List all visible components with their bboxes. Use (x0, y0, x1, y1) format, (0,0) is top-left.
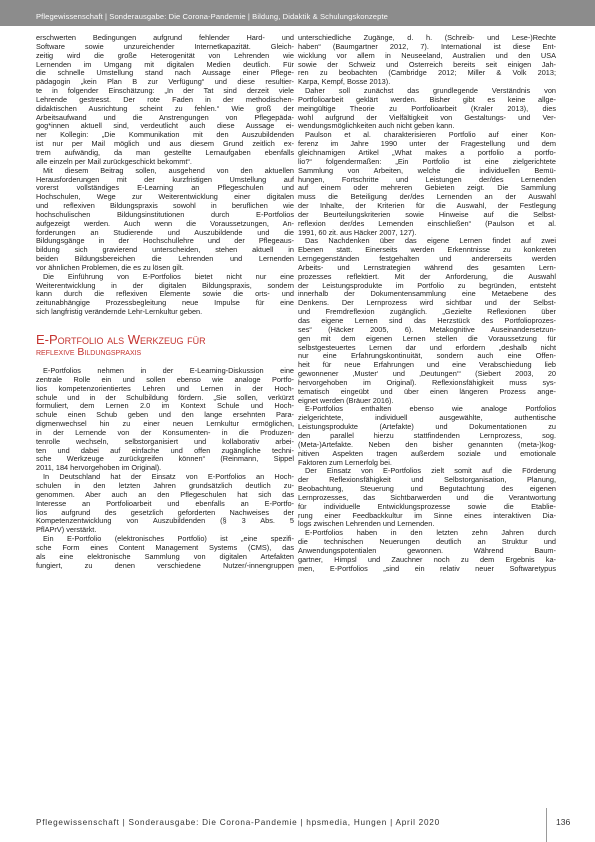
body-text-line: ist nur per Mail möglich und aus diesem Grund zeitlich ex- (36, 140, 294, 149)
body-text-line: sich langfristig verändernde Lehr-Lernkultur geben. (36, 308, 203, 317)
body-text-line: innerhalb der Dokumentensammlung eine Metaebene des (298, 290, 556, 299)
body-text-line: logs zwischen Lehrenden und Lernenden. (298, 520, 435, 529)
body-text-line: wicklung vor allem in Neuseeland, Australien und den USA (298, 51, 556, 60)
body-text-line: ten und dabei auf einfache und offen zugängliche techni- (36, 446, 294, 455)
body-text-line: Hochschulen, Wege zur Weiterentwicklung einer digitalen (36, 193, 294, 202)
body-text-line: Leistungsprodukte (Artefakte) und Dokumentationen zu (298, 423, 556, 432)
body-text-line: selbstgesteuertes Lernen dar und erfordern „deshalb nicht (298, 343, 556, 352)
body-text-line: gewonnener ‚Muster‘ und ‚Deutungen‘“ (Siebert 2003, 20 (298, 370, 556, 379)
running-title: Pflegewissenschaft | Sonderausgabe: Die Corona-Pandemie | Bildung, Didaktik & Schulungskonzepte (36, 12, 388, 21)
body-text-line: tenrolle wechseln, selbstorganisiert und kollaborativ arbei- (36, 437, 294, 446)
body-text-line: Das Nachdenken über das eigene Lernen findet auf zwei (305, 237, 556, 246)
body-text-line: Arbeitsaufwand und die Anstrengungen von Pflegepäda- (36, 113, 294, 122)
body-text-line: Lehrende gestresst. Der rote Faden in der methodischen- (36, 95, 294, 104)
body-text-line: hochschulischen Bildungsinstitutionen durch E-Portfolios (36, 210, 294, 219)
body-text-line: als eine elektronische Sammlung von digitalen Artefakten (36, 552, 294, 561)
body-text-line: te in folgender Einschätzung: „In der Tat sind derzeit viele (36, 87, 294, 96)
body-text-line: zeitunabhängige Prozessbegleitung neue Impulse für eine (36, 299, 294, 308)
body-text-line: Ebenen statt. Einerseits werden Erkenntnisse zu konkreten (298, 246, 556, 255)
body-text-line: E-Portfolios enthalten ebenso wie analoge Portfolios (305, 405, 556, 414)
body-text-line: Kompetenzentwicklung von Auszubildenden (§ 3 Abs. 5 (36, 517, 294, 526)
body-text-line: In Deutschland hat der Einsatz von E-Portfolios an Hoch- (43, 473, 294, 482)
body-text-line: (Meta-)Artefakte. Neben den bisher genannten (meta-)kog- (298, 440, 556, 449)
body-text-line: rung einer Feedbackkultur im Sinne eines interaktiven Dia- (298, 511, 556, 520)
body-text-line: die schnelle Umstellung stand nach Aussage einer Pflege- (36, 69, 294, 78)
paragraph-gap (36, 359, 294, 367)
body-text-line: alle einzeln per Mail zurückgeschickt bekommt“. (36, 157, 192, 166)
left-column (36, 34, 294, 818)
body-text-line: Lerngegenständen festgehalten und andererseits werden (298, 255, 556, 264)
body-text-line: Denkens. Der Lernprozess wird sichtbar und der Selbst- (298, 299, 556, 308)
body-text-line: Bildungsgänge in der Hochschullehre und der Pflegeaus- (36, 237, 294, 246)
body-text-line: Arbeits- und Lernstrategien während des gesamten Lern- (298, 263, 556, 272)
body-text-line: Mit diesem Beitrag sollen, ausgehend von den aktuellen (43, 166, 294, 175)
body-text-line: sowie der Schweiz und Österreich bereits seit einigen Jah- (298, 60, 556, 69)
body-text-line: prozesses reflektiert. Mit der Anforderung, die Auswahl (298, 272, 556, 281)
body-text-line: nur eine Erfahrungskontinuität, sondern auch eine Offen- (298, 352, 556, 361)
body-text-line: und Fremdreflexion zugänglich. „Gezielte Reflexionen über (298, 308, 556, 317)
body-text-line: Weiterentwicklung in der digitalen Bildungspraxis, sondern (36, 281, 294, 290)
body-text-line: E-Portfolios nehmen in der E-Learning-Diskussion eine (43, 367, 294, 375)
body-text-line: ren zu beobachten (Cambridge 2012; Miller & Volk 2013; (298, 69, 556, 78)
body-text-line: pädagogin „kein Plan B zur Verfügung“ und diese resultier- (36, 78, 294, 87)
paragraph-gap (36, 317, 294, 325)
body-text-line: und reflexiven Bildungspraxis sowohl in beruflichen wie (36, 202, 294, 211)
body-text-line: reflexion der/des Lernenden einschließen“ (Paulson et al. (298, 219, 556, 228)
header-band (0, 0, 595, 26)
body-text-line: Sammlung von Arbeiten, welche die individuellen Bemü- (298, 166, 556, 175)
body-text-line: erschwerten Bedingungen aufgrund fehlender Hard- und (36, 34, 294, 42)
body-text-line: didaktischen Ausrichtung scheint zu fehlen.“ Wie groß der (36, 104, 294, 113)
body-text-line: gleichnamigen Artikel „What makes a portfolio a portfo- (298, 148, 556, 157)
body-text-line: beiden Bildungsbereichen die Lehrenden und Lernenden (36, 255, 294, 264)
body-text-line: fungiert, zu denen verschiedene Nutzer/-innengruppen (36, 561, 294, 570)
page-number-divider (546, 808, 547, 842)
body-text-line: Ein E-Portfolio (elektronisches Portfolio) ist „eine spezifi- (43, 535, 294, 544)
body-text-line: der Inhalte, der Kriterien für die Auswahl, der Festlegung (298, 202, 556, 211)
body-text-line: Anwendungspotentialen gewonnen. Während Baum- (298, 546, 556, 555)
body-text-line: PflAPrV) verstärkt. (36, 526, 97, 535)
body-text-line: hungen, Fortschritte und Leistungen der/des Lernenden (298, 175, 556, 184)
section-heading-line-1: E-Portfolio als Werkzeug für (36, 332, 206, 347)
body-text-line: auf einem oder mehreren Gebieten zeigt. Die Sammlung (298, 184, 556, 193)
right-column (298, 34, 556, 818)
body-text-line: 2011, 184 hervorgehoben im Original). (36, 464, 162, 473)
body-text-line: vorerst vollständiges E-Learning an Pflegeschulen und (36, 184, 294, 193)
body-text-line: Der Einsatz von E-Portfolios zielt somit auf die Förderung (305, 467, 556, 476)
body-text-line: sche Form eines Content Management Systems (CMS), das (36, 543, 294, 552)
section-heading (36, 333, 294, 359)
body-text-line: bildung sich gravierend unterscheiden, stehen aktuell in (36, 246, 294, 255)
body-text-line: zentrale Rolle ein und sollen ebenso wie analoge Portfo- (36, 375, 294, 384)
body-text-line: lios kompetenzorientiertes Lehren und Lernen in der Hoch- (36, 384, 294, 393)
body-text-line: genommen. Aber auch an den Pflegeschulen hat sich das (36, 490, 294, 499)
body-text-line: den parallel hierzu stattfindenden Lernprozess, sog. (298, 431, 556, 440)
body-text-line: formuliert, dem Lernen 2.0 im Kontext Schule und Hoch- (36, 402, 294, 411)
body-text-line: trem aufwändig, da man gestellte Lernaufgaben ebenfalls (36, 148, 294, 157)
body-text-line: nitiven Aspekten tragen außerdem soziale und emotionale (298, 449, 556, 458)
body-text-line: lio?“ folgendermaßen: „Ein Portfolio ist eine zielgerichtete (298, 157, 556, 166)
body-text-line: aufgezeigt werden. Auch wenn die Voraussetzungen, An- (36, 219, 294, 228)
body-text-line: Karpa, Kempf, Bosse 2013). (298, 78, 391, 87)
body-text-line: muss die Beteiligung der/des Lernenden an der Auswahl (298, 193, 556, 202)
body-text-line: ferenz im Jahre 1990 unter der Fragestellung und dem (298, 140, 556, 149)
body-text-line: meingültige Theorie zu Portfolioarbeit (Kraler 2013), dies (298, 104, 556, 113)
body-text-line: Paulson et al. charakterisieren Portfolio auf einer Kon- (305, 131, 556, 140)
body-text-line: der Beurteilungskriterien sowie Hinweise auf die Selbst- (298, 210, 556, 219)
body-text-line: Lernenden im Umgang mit digitalen Medien deutlich. Für (36, 60, 294, 69)
body-text-line: Daher soll zunächst das grundlegende Verständnis von (305, 87, 556, 96)
body-text-line: lios aufgrund des gesetzlich geforderten Nachweises der (36, 508, 294, 517)
footer-text: Pflegewissenschaft | Sonderausgabe: Die Corona-Pandemie | hpsmedia, Hungen | April 2020 (36, 818, 440, 827)
body-text-line: heit für neue Erfahrungen und eine Verabschiedung lieb (298, 361, 556, 370)
body-text-line: ses“ (Häcker 2005, 6). Metakognitive Auseinandersetzun- (298, 325, 556, 334)
body-text-line: der Reflexionsfähigkeit und Selbstorganisation, Planung, (298, 476, 556, 485)
body-text-line: unterschiedliche Zugänge, d. h. (Schreib- und Lese-)Rechte (298, 34, 556, 42)
body-text-line: Portfolioarbeit geklärt werden. Bisher gibt es keine allge- (298, 95, 556, 104)
body-text-line: schule einen Schub geben und den lange ersehnten Para- (36, 411, 294, 420)
body-text-line: Software sowie unzureichender Internetkapazität. Gleich- (36, 42, 294, 51)
body-text-line: schule und in der Schulbildung fördern. „Sie sollen, verkürzt (36, 393, 294, 402)
body-text-line: Die Einführung von E-Portfolios bietet nicht nur eine (43, 272, 294, 281)
body-text-line: E-Portfolios haben in den letzten zehn Jahren durch (305, 529, 556, 538)
body-text-line: eignet werden (Bräuer 2016). (298, 396, 394, 405)
body-text-line: wendungsmöglichkeiten auch nicht geben kann. (298, 122, 455, 131)
body-text-line: 1991, 60 zit. aus Häcker 2007, 127). (298, 228, 417, 237)
body-text-line: für individuelle Entwicklungsprozesse sowie die Etablie- (298, 502, 556, 511)
body-text-line: digmenwechsel hin zu einer neuen Lernkultur ermöglichen, (36, 420, 294, 429)
body-text-line: ner Kollegin: „Die Kommunikation mit den Auszubildenden (36, 131, 294, 140)
body-text-line: Lernprozesses, das Sichtbarwerden und die Verantwortung (298, 493, 556, 502)
body-text-line: kann durch die reflexiven Elemente sowie die orts- und (36, 290, 294, 299)
body-text-line: gog*innen aktuell sind, verdeutlicht auch diese Aussage ei- (36, 122, 294, 131)
body-text-line: Interesse an Portfolioarbeit und ebenfalls an E-Portfo- (36, 499, 294, 508)
body-text-line: hervorgehoben im Original). Reflexionsfähigkeit muss sys- (298, 378, 556, 387)
body-text-line: gartner, Himpsl und Zauchner noch zu dem Ergebnis ka- (298, 555, 556, 564)
body-text-line: Beobachtung, Steuerung und Begutachtung des eigenen (298, 485, 556, 494)
body-text-line: Faktoren zum Lernerfolg bei. (298, 458, 392, 467)
body-text-line: in der Lernende von der Konsumenten- in die Produzen- (36, 428, 294, 437)
body-text-line: men, E-Portfolios „sind ein relativ neuer Softwaretypus (298, 564, 556, 573)
body-text-line: der Leistungsprodukte im Portfolio zu begründen, entsteht (298, 281, 556, 290)
section-heading-line-2: reflexive Bildungspraxis (36, 346, 142, 358)
body-text-line: haben“ (Baumgartner 2012, 7). International ist diese Ent- (298, 42, 556, 51)
body-text-line: forderungen an Studierende und Auszubildende und die (36, 228, 294, 237)
body-text-line: die technischen Neuerungen deutlich an Struktur und (298, 538, 556, 547)
page-number: 136 (556, 817, 571, 827)
body-text-line: tematisch eingeübt und über einen längeren Prozess ange- (298, 387, 556, 396)
body-text-line: wohl aufgrund der Vielfältigkeit von Gestaltungs- und Ver- (298, 113, 556, 122)
body-text-line: zielgerichtete, individuell ausgewählte, authentische (298, 414, 556, 423)
body-text-line: vor ähnlichen Problemen, die es zu lösen gilt. (36, 263, 184, 272)
body-text-line: Herausforderungen mit der kurzfristigen Umstellung auf (36, 175, 294, 184)
body-text-line: gen mit dem eigenen Lernen stellen die Voraussetzung für (298, 334, 556, 343)
body-text-line: sche Werkzeuge zurückgreifen können“ (Reinmann, Sippel (36, 455, 294, 464)
body-text-line: zeitig wird die große Heterogenität von Lehrenden wie (36, 51, 294, 60)
body-text-line: schulen in den letzten Jahren grundsätzlich deutlich zu- (36, 481, 294, 490)
body-text-line: das eigene Lernen sind das Herzstück des Portfolioprozes- (298, 317, 556, 325)
